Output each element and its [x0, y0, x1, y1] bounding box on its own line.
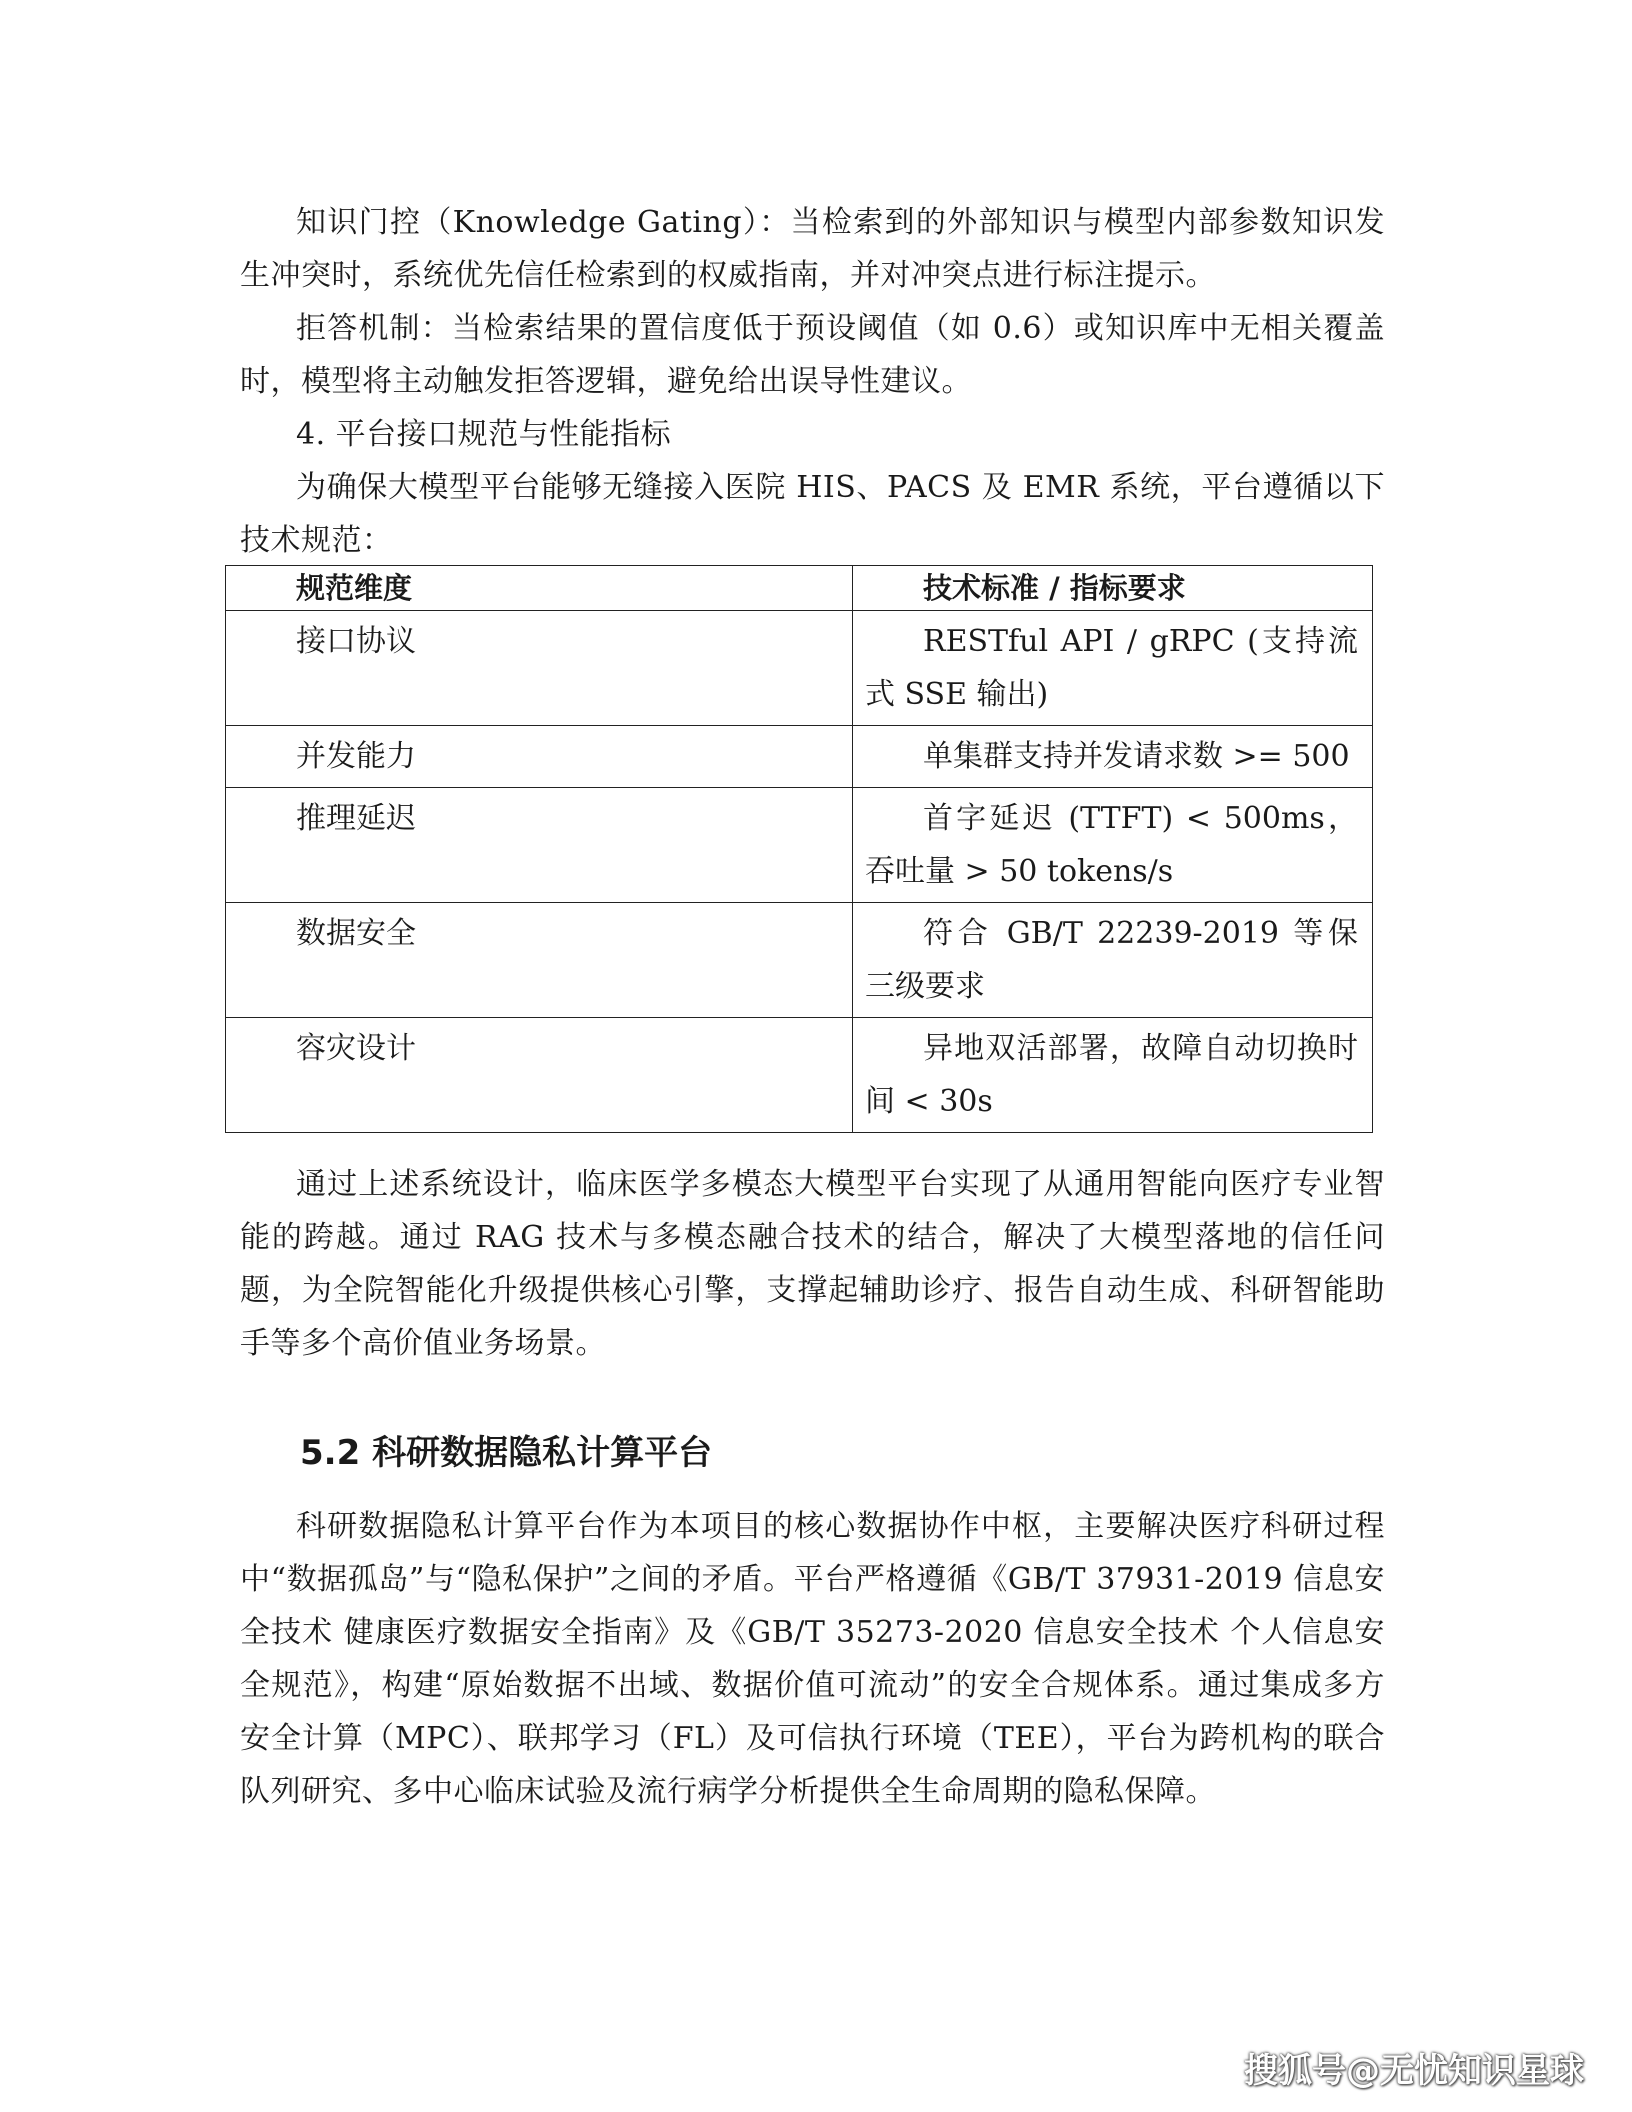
table-row	[226, 788, 1373, 903]
table-cell-requirement: 符合 GB/T 22239-2019 等保三级要求	[853, 903, 1373, 1018]
table-cell-dimension: 推理延迟	[226, 788, 853, 903]
table-row	[226, 1018, 1373, 1133]
table-header-row	[226, 566, 1373, 611]
table-row	[226, 903, 1373, 1018]
table-header-requirement: 技术标准 / 指标要求	[853, 566, 1373, 611]
table-cell-requirement: 单集群支持并发请求数 >= 500	[853, 726, 1373, 788]
paragraph-knowledge-gating: 知识门控（Knowledge Gating）：当检索到的外部知识与模型内部参数知识发生冲突时，系统优先信任检索到的权威指南，并对冲突点进行标注提示。	[240, 205, 1385, 293]
table-cell-requirement: 异地双活部署，故障自动切换时间 < 30s	[853, 1018, 1373, 1133]
watermark-text: 搜狐号@无忧知识星球	[1244, 2051, 1584, 2091]
paragraph-tech-spec-intro: 为确保大模型平台能够无缝接入医院 HIS、PACS 及 EMR 系统，平台遵循以下技术规范：	[240, 470, 1385, 558]
table-row	[226, 611, 1373, 726]
table-cell-dimension: 数据安全	[226, 903, 853, 1018]
table-row	[226, 726, 1373, 788]
spec-table	[225, 565, 1373, 1133]
paragraph-refusal-mechanism: 拒答机制：当检索结果的置信度低于预设阈值（如 0.6）或知识库中无相关覆盖时，模型将主动触发拒答逻辑，避免给出误导性建议。	[240, 311, 1385, 399]
table-cell-dimension: 接口协议	[226, 611, 853, 726]
paragraph-summary: 通过上述系统设计，临床医学多模态大模型平台实现了从通用智能向医疗专业智能的跨越。通过 RAG 技术与多模态融合技术的结合，解决了大模型落地的信任问题，为全院智能化升级提供核心引擎，支撑起辅助诊疗、报告自动生成、科研智能助手等多个高价值业务场景。	[240, 1167, 1385, 1361]
paragraph-privacy-platform: 科研数据隐私计算平台作为本项目的核心数据协作中枢，主要解决医疗科研过程中“数据孤岛”与“隐私保护”之间的矛盾。平台严格遵循《GB/T 37931-2019 信息安全技术 健康医疗数据安全指南》及《GB/T 35273-2020 信息安全技术 个人信息安全规范》，构建“原始数据不出域、数据价值可流动”的安全合规体系。通过集成多方安全计算（MPC）、联邦学习（FL）及可信执行环境（TEE），平台为跨机构的联合队列研究、多中心临床试验及流行病学分析提供全生命周期的隐私保障。	[240, 1509, 1385, 1809]
section-heading-5-2: 5.2 科研数据隐私计算平台	[300, 1433, 713, 1473]
table-cell-requirement: RESTful API / gRPC (支持流式 SSE 输出)	[853, 611, 1373, 726]
table-cell-dimension: 并发能力	[226, 726, 853, 788]
table-header-dimension: 规范维度	[226, 566, 853, 611]
table-cell-dimension: 容灾设计	[226, 1018, 853, 1133]
table-cell-requirement: 首字延迟 (TTFT) < 500ms，吞吐量 > 50 tokens/s	[853, 788, 1373, 903]
paragraph-section-4-title: 4. 平台接口规范与性能指标	[296, 417, 672, 452]
